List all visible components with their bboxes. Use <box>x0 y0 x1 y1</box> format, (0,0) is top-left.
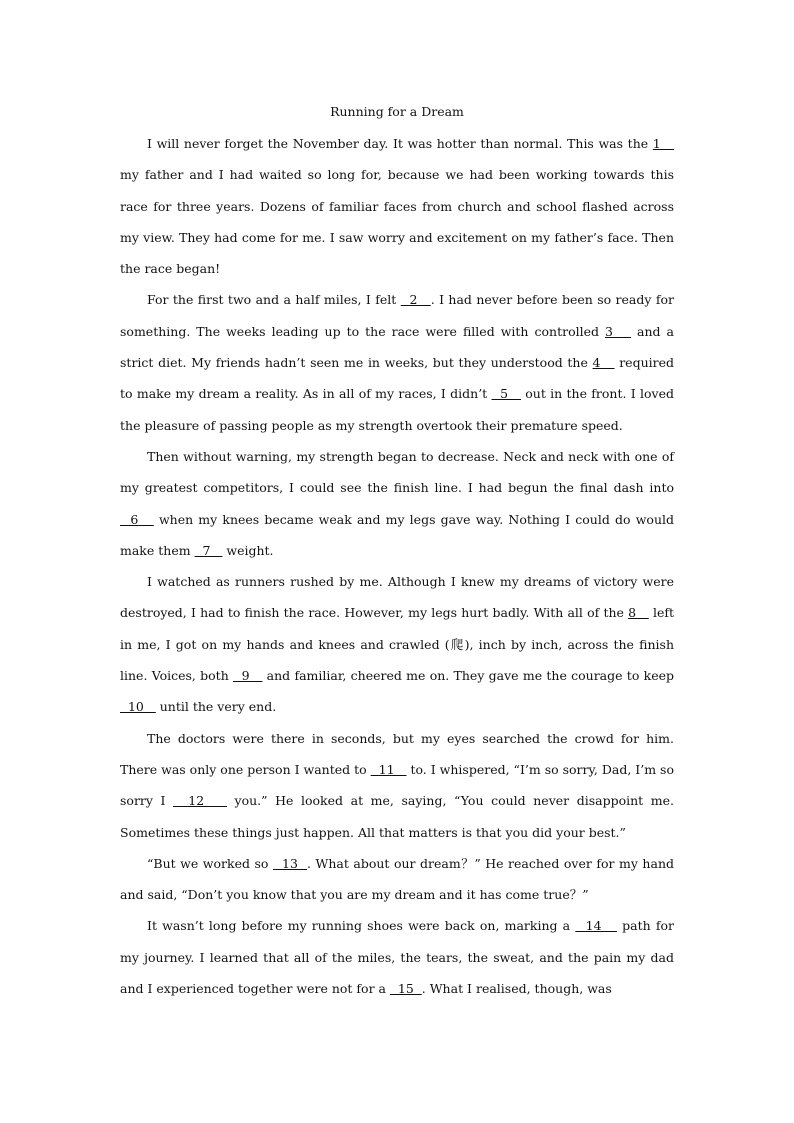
paragraph <box>120 723 674 848</box>
answer-blank: 2 <box>400 292 431 308</box>
text-run: when my knees became weak and my legs gave way. Nothing I could do would make them <box>120 511 674 558</box>
text-run: It wasn’t long before my running shoes were back on, marking a <box>147 918 576 934</box>
paragraph <box>120 128 674 284</box>
answer-blank: 14 <box>575 918 618 934</box>
answer-blank: 10 <box>120 699 156 715</box>
text-run: For the first two and a half miles, I felt <box>147 292 401 308</box>
paragraph <box>120 910 674 1004</box>
paragraph <box>120 284 674 440</box>
document-body <box>120 128 674 1004</box>
text-run: you.” He looked at me, saying, “You could never disappoint me. Sometimes these things just happen. All that matters is that you did your best.” <box>120 793 675 840</box>
text-run: and a strict diet. My friends hadn’t seen me in weeks, but they understood the <box>120 323 675 371</box>
text-run: left in me, I got on my hands and knees and crawled (爬), inch by inch, across the finish line. Voices, both <box>120 605 674 684</box>
text-run: I will never forget the November day. It was hotter than normal. This was the <box>147 136 653 151</box>
text-run: The doctors were there in seconds, but my eyes searched the crowd for him. There was only one person I wanted to <box>120 730 674 777</box>
answer-blank: 5 <box>491 386 521 402</box>
answer-blank: 8 <box>628 605 649 621</box>
answer-blank: 7 <box>194 542 223 558</box>
answer-blank: 6 <box>120 511 154 527</box>
answer-blank: 13 <box>272 855 307 871</box>
text-run: and familiar, cheered me on. They gave me the courage to keep <box>262 668 674 684</box>
text-run: Then without warning, my strength began to decrease. Neck and neck with one of my greatest competitors, I could see the finish line. I had begun the final dash into <box>120 448 674 496</box>
text-run: . What I realised, though, was <box>421 981 612 997</box>
answer-blank: 12 <box>173 793 227 809</box>
text-run: weight. <box>222 542 274 558</box>
paragraph <box>120 441 674 566</box>
document-title: Running for a Dream <box>330 104 464 119</box>
paragraph <box>120 566 674 722</box>
text-run: to. I whispered, “I’m so sorry, Dad, I’m so sorry I <box>120 761 674 809</box>
answer-blank: 3 <box>605 323 632 339</box>
answer-blank: 1 <box>652 136 674 151</box>
answer-blank: 4 <box>592 355 615 371</box>
text-run: my father and I had waited so long for, because we had been working towards this race for three years. Dozens of familiar faces from church and school flashed across my view. They had come for me. I saw worry and excitement on my father’s face. Then the race began! <box>120 167 674 277</box>
paragraph <box>120 848 674 911</box>
answer-blank: 15 <box>389 981 422 997</box>
text-run: path for my journey. I learned that all of the miles, the tears, the sweat, and the pain my dad and I experienced together were not for a <box>120 918 674 997</box>
text-run: until the very end. <box>155 699 277 715</box>
text-run: out in the front. I loved the pleasure of passing people as my strength overtook their premature speed. <box>120 386 675 433</box>
answer-blank: 9 <box>233 668 263 684</box>
text-run: required to make my dream a reality. As in all of my races, I didn’t <box>120 355 675 402</box>
text-run: . What about our dream？” He reached over for my hand and said, “Don’t you know that you are my dream and it has come true？” <box>120 855 674 903</box>
answer-blank: 11 <box>370 761 407 777</box>
text-run: “But we worked so <box>147 855 273 871</box>
text-run: . I had never before been so ready for something. The weeks leading up to the race were filled with controlled <box>120 292 674 339</box>
text-run: I watched as runners rushed by me. Although I knew my dreams of victory were destroyed, I had to finish the race. However, my legs hurt badly. With all of the <box>120 574 674 621</box>
